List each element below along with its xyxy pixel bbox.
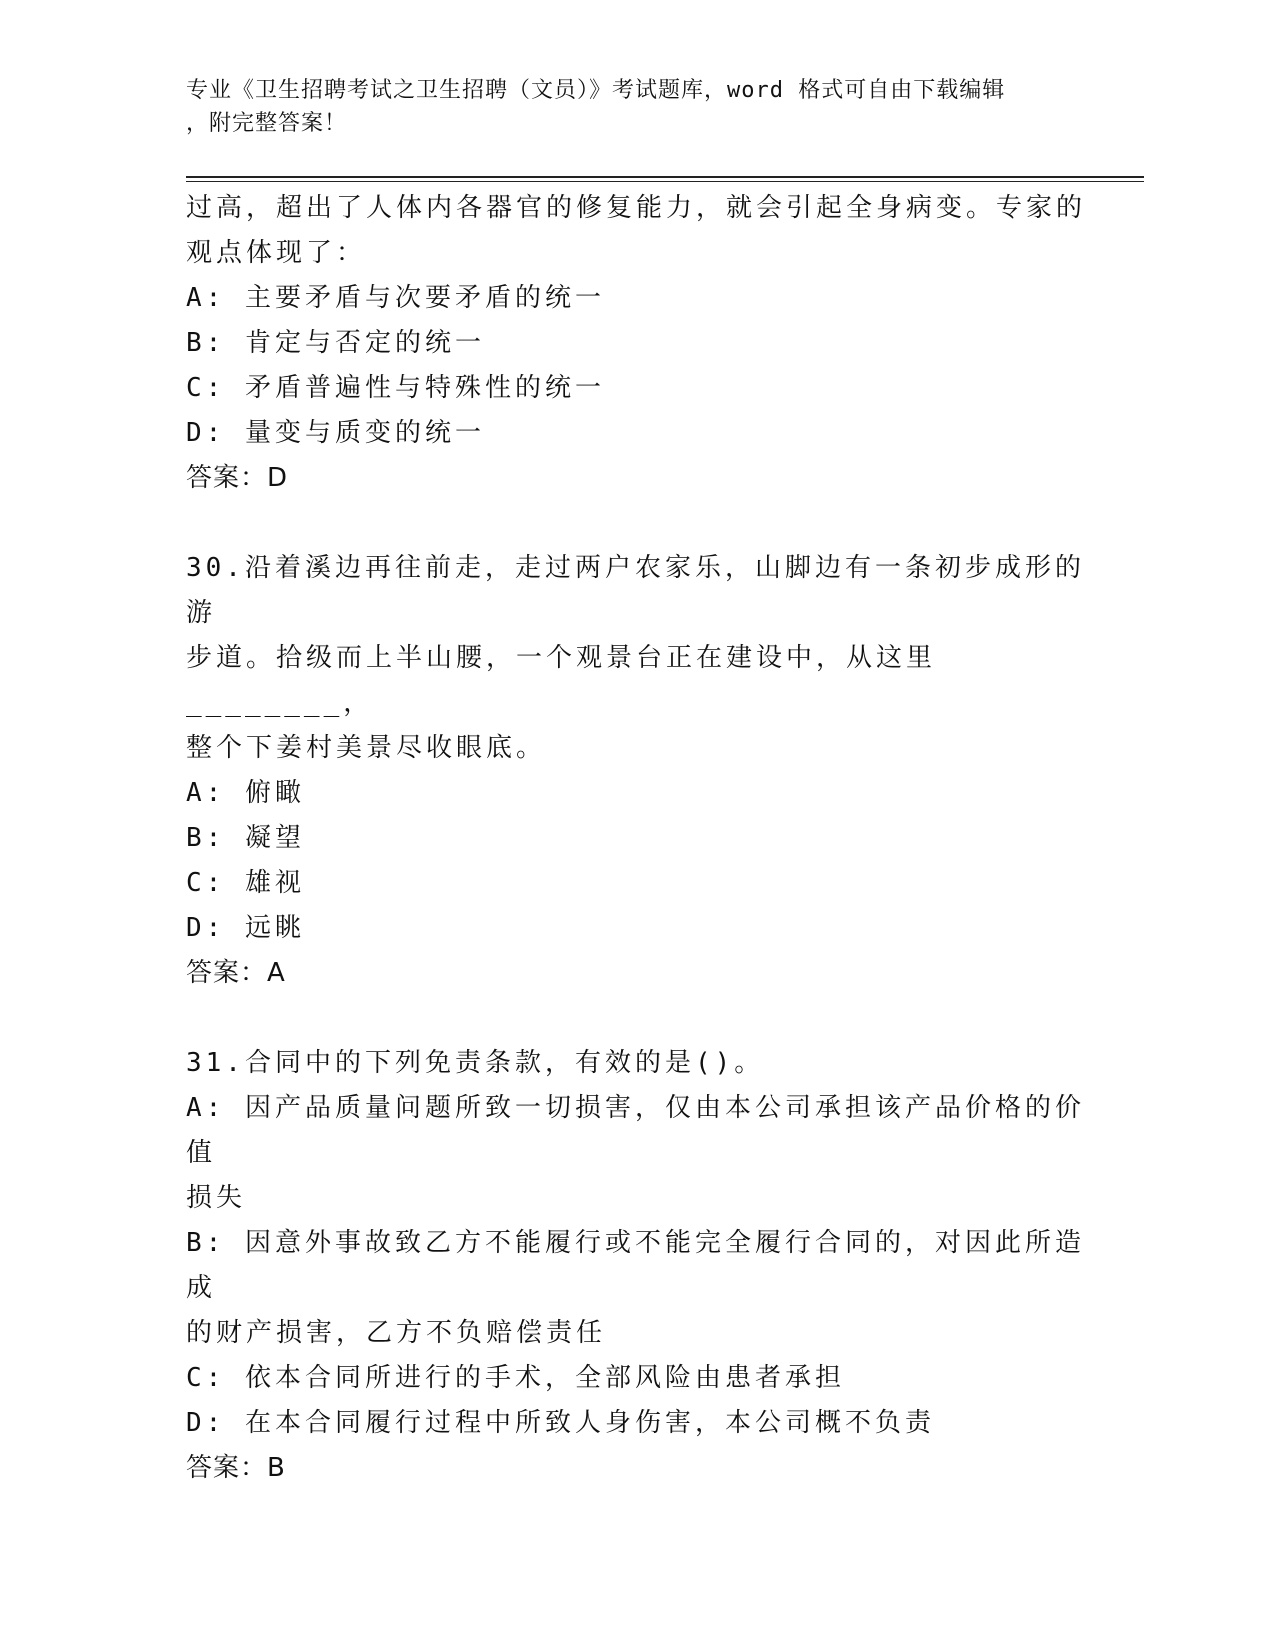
option-a: A: 俯瞰 bbox=[186, 778, 305, 808]
question-content bbox=[186, 186, 1086, 1491]
option-c: C: 矛盾普遍性与特殊性的统一 bbox=[186, 373, 605, 403]
option-b: B: 凝望 bbox=[186, 823, 305, 853]
spacer bbox=[186, 996, 1086, 1041]
question-31 bbox=[186, 1041, 1086, 1491]
option-d: D: 远眺 bbox=[186, 913, 305, 943]
option-a: A: 因产品质量问题所致一切损害，仅由本公司承担该产品价格的价值 bbox=[186, 1093, 1085, 1168]
question-stem: 过高，超出了人体内各器官的修复能力，就会引起全身病变。专家的 bbox=[186, 193, 1087, 223]
question-stem: 30.沿着溪边再往前走，走过两户农家乐，山脚边有一条初步成形的游 bbox=[186, 553, 1085, 628]
option-b: B: 肯定与否定的统一 bbox=[186, 328, 485, 358]
header-line-2: ，附完整答案！ bbox=[186, 111, 348, 136]
question-stem: 31.合同中的下列免责条款，有效的是()。 bbox=[186, 1048, 765, 1078]
header-line-1: 专业《卫生招聘考试之卫生招聘（文员）》考试题库，word 格式可自由下载编辑 bbox=[186, 78, 1006, 103]
header-divider-thick bbox=[186, 176, 1144, 178]
answer-line: 答案：D bbox=[186, 463, 289, 493]
spacer bbox=[186, 501, 1086, 546]
option-c: C: 依本合同所进行的手术，全部风险由患者承担 bbox=[186, 1363, 845, 1393]
option-d: D: 量变与质变的统一 bbox=[186, 418, 485, 448]
option-b-continued: 的财产损害，乙方不负赔偿责任 bbox=[186, 1318, 607, 1348]
header-divider-thin bbox=[186, 181, 1144, 182]
option-c: C: 雄视 bbox=[186, 868, 305, 898]
question-stem: 步道。拾级而上半山腰，一个观景台正在建设中，从这里________， bbox=[186, 643, 937, 718]
answer-line: 答案：A bbox=[186, 958, 286, 988]
option-d: D: 在本合同履行过程中所致人身伤害，本公司概不负责 bbox=[186, 1408, 935, 1438]
question-stem: 整个下姜村美景尽收眼底。 bbox=[186, 733, 547, 763]
document-header bbox=[186, 74, 1066, 140]
question-29 bbox=[186, 186, 1086, 501]
answer-line: 答案：B bbox=[186, 1453, 286, 1483]
option-b: B: 因意外事故致乙方不能履行或不能完全履行合同的，对因此所造成 bbox=[186, 1228, 1085, 1303]
option-a: A: 主要矛盾与次要矛盾的统一 bbox=[186, 283, 605, 313]
option-a-continued: 损失 bbox=[186, 1183, 247, 1213]
question-stem: 观点体现了： bbox=[186, 238, 367, 268]
question-30 bbox=[186, 546, 1086, 996]
